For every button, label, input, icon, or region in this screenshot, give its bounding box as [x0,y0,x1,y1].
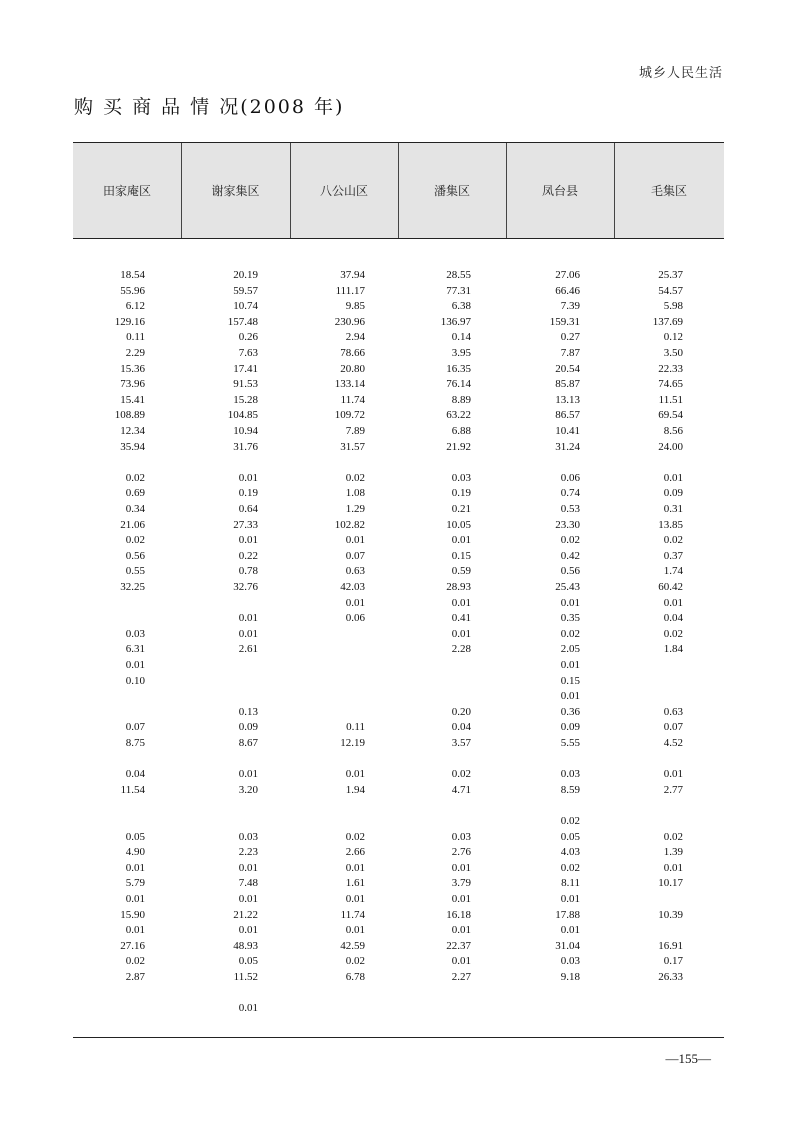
table-cell: 0.01 [451,534,471,547]
table-cell: 0.01 [345,861,365,874]
table-cell: 6.78 [345,971,365,983]
table-cell: 0.17 [663,955,683,968]
table-cell: 0.01 [345,893,365,905]
table-cell: 2.66 [345,846,365,859]
column-separator [398,143,399,238]
table-cell: 0.06 [560,471,580,484]
table-cell: 0.10 [125,674,145,687]
table-cell: 0.09 [238,721,258,734]
table-cell: 0.01 [238,768,258,781]
table-cell: 0.02 [560,534,580,547]
table-cell: 0.02 [125,534,145,547]
table-cell: 32.25 [120,581,145,593]
table-cell: 13.13 [555,393,580,406]
table-cell: 8.89 [451,393,471,406]
table-cell: 0.01 [125,861,145,874]
table-cell: 31.57 [340,440,365,453]
table-cell: 0.02 [451,768,471,781]
table-cell: 22.37 [446,939,471,952]
table-cell: 0.56 [560,565,580,578]
table-cell: 20.54 [555,362,580,375]
table-cell: 7.63 [238,347,258,359]
table-cell: 0.22 [238,549,258,562]
table-cell: 69.54 [658,409,683,422]
table-cell: 1.29 [345,503,365,515]
table-cell: 0.02 [345,955,365,968]
table-cell: 2.05 [560,643,580,656]
table-cell: 1.84 [663,643,683,656]
table-cell: 17.41 [233,362,258,375]
table-cell: 2.27 [451,971,471,983]
table-cell: 129.16 [114,315,145,328]
table-cell: 0.01 [345,534,365,547]
table-cell: 0.01 [663,596,683,609]
table-cell: 0.05 [238,955,258,968]
table-cell: 0.64 [238,503,258,515]
table-cell: 3.57 [451,737,471,749]
table-cell: 0.27 [560,331,580,344]
table-cell: 3.20 [238,783,258,796]
table-cell: 0.02 [663,627,683,640]
table-cell: 230.96 [334,315,365,328]
table-cell: 0.03 [451,471,471,484]
table-cell: 42.03 [340,581,365,593]
table-cell: 2.61 [238,643,258,656]
table-cell: 0.09 [560,721,580,734]
table-cell: 0.01 [451,893,471,905]
table-cell: 0.03 [125,627,145,640]
table-cell: 73.96 [120,378,145,391]
table-cell: 4.52 [663,737,683,749]
column-header: 田家庵区 [102,184,151,198]
table-cell: 59.57 [233,284,258,297]
table-cell: 21.92 [446,440,471,453]
table-cell: 0.01 [238,627,258,640]
table-cell: 7.39 [560,300,580,313]
table-cell: 0.35 [560,612,580,625]
table-cell: 5.98 [663,300,683,313]
table-cell: 0.02 [560,627,580,640]
table-cell: 0.03 [560,768,580,781]
table-cell: 11.74 [340,908,365,921]
table-cell: 137.69 [652,315,683,328]
table-cell: 85.87 [555,378,580,391]
table-cell: 21.22 [233,908,258,921]
table-cell: 0.03 [238,830,258,843]
table-cell: 0.78 [238,565,258,578]
table-cell: 0.19 [238,487,258,500]
table-cell: 20.19 [233,269,258,281]
table-cell: 31.04 [555,939,580,952]
table-cell: 77.31 [446,284,471,297]
table-cell: 31.24 [555,440,580,453]
table-cell: 8.56 [663,425,683,437]
table-cell: 2.29 [125,347,145,359]
table-cell: 15.36 [120,362,145,375]
table-cell: 66.46 [555,284,580,297]
table-cell: 0.34 [125,503,145,515]
table-cell: 20.80 [340,362,365,375]
table-cell: 136.97 [440,315,471,328]
table-cell: 1.74 [663,565,683,578]
table-cell: 0.01 [560,596,580,609]
table-cell: 5.79 [125,877,145,890]
column-header: 谢家集区 [211,184,260,198]
table-cell: 37.94 [340,269,365,281]
table-cell: 15.41 [120,393,145,406]
column-separator [290,143,291,238]
table-cell: 0.01 [345,596,365,609]
table-cell: 63.22 [446,409,471,422]
table-cell: 10.05 [446,518,471,531]
column-header: 凤台县 [541,184,578,198]
table-cell: 109.72 [334,409,365,422]
table-cell: 0.07 [345,549,365,562]
table-cell: 0.41 [451,612,471,625]
table-cell: 13.85 [658,518,683,531]
table-cell: 0.02 [560,815,580,827]
table-cell: 1.39 [663,846,683,859]
table-cell: 0.01 [560,690,580,703]
column-separator [506,143,507,238]
table-cell: 2.28 [451,643,471,656]
table-cell: 0.05 [125,830,145,843]
table-cell: 24.00 [658,440,683,453]
table-cell: 11.52 [233,971,258,983]
table-cell: 7.89 [345,425,365,437]
table-cell: 3.79 [451,877,471,890]
table-cell: 0.01 [663,768,683,781]
table-cell: 0.11 [346,721,365,734]
table-cell: 0.42 [560,549,580,562]
table-cell: 0.01 [238,534,258,547]
table-cell: 0.56 [125,549,145,562]
table-cell: 42.59 [340,939,365,952]
table-cell: 0.07 [663,721,683,734]
table-cell: 0.59 [451,565,471,578]
table-cell: 15.90 [120,908,145,921]
table-cell: 3.50 [663,347,683,359]
table-cell: 0.01 [560,893,580,905]
table-cell: 0.13 [238,705,258,718]
table-cell: 0.31 [663,503,683,515]
table-cell: 22.33 [658,362,683,375]
table-cell: 133.14 [334,378,365,391]
table-cell: 0.15 [451,549,471,562]
table-cell: 0.12 [663,331,683,344]
table-cell: 12.34 [120,425,145,437]
table-cell: 1.61 [345,877,365,890]
table-cell: 0.01 [560,659,580,671]
table-cell: 157.48 [227,315,258,328]
table-cell: 1.08 [345,487,365,500]
table-cell: 0.21 [451,503,471,515]
table-cell: 0.01 [345,924,365,937]
table-cell: 0.19 [451,487,471,500]
table-cell: 0.37 [663,549,683,562]
table-cell: 0.02 [125,955,145,968]
table-cell: 0.01 [451,955,471,968]
table-cell: 0.01 [238,471,258,484]
table-cell: 0.06 [345,612,365,625]
table-cell: 104.85 [227,409,258,422]
page-number: —155— [665,1051,711,1066]
table-cell: 0.01 [125,659,145,671]
table-cell: 10.94 [233,425,258,437]
table-cell: 10.17 [658,877,683,890]
table-cell: 8.59 [560,783,580,796]
table-cell: 2.76 [451,846,471,859]
table-cell: 21.06 [120,518,145,531]
table-cell: 0.01 [451,627,471,640]
table-header [73,142,724,239]
table-cell: 11.54 [120,783,145,796]
table-cell: 0.02 [663,830,683,843]
table-cell: 0.02 [560,861,580,874]
table-cell: 6.88 [451,425,471,437]
table-cell: 15.28 [233,393,258,406]
table-cell: 0.20 [451,705,471,718]
table-cell: 0.01 [125,924,145,937]
table-cell: 7.87 [560,347,580,359]
page-title: 购 买 商 品 情 况(2008 年) [74,96,345,118]
table-cell: 4.90 [125,846,145,859]
table-cell: 55.96 [120,284,145,297]
column-header: 八公山区 [319,184,368,198]
table-cell: 18.54 [120,269,145,281]
table-cell: 0.36 [560,705,580,718]
table-cell: 0.02 [125,471,145,484]
table-cell: 26.33 [658,971,683,983]
table-cell: 9.85 [345,300,365,313]
table-cell: 0.05 [560,830,580,843]
table-cell: 0.01 [238,893,258,905]
table-cell: 0.11 [126,331,145,344]
column-header: 毛集区 [650,184,687,198]
table-cell: 10.74 [233,300,258,313]
table-cell: 8.75 [125,737,145,749]
table-cell: 2.87 [125,971,145,983]
table-cell: 0.69 [125,487,145,500]
table-cell: 27.33 [233,518,258,531]
table-cell: 0.03 [451,830,471,843]
table-cell: 11.74 [340,393,365,406]
table-cell: 0.74 [560,487,580,500]
table-cell: 4.71 [451,783,471,796]
column-separator [181,143,182,238]
table-cell: 0.04 [451,721,471,734]
table-cell: 0.02 [345,830,365,843]
table-cell: 74.65 [658,378,683,391]
table-cell: 60.42 [658,581,683,593]
table-cell: 86.57 [555,409,580,422]
table-cell: 16.18 [446,908,471,921]
table-cell: 8.11 [561,877,580,890]
table-cell: 6.31 [125,643,145,656]
table-cell: 78.66 [340,347,365,359]
table-cell: 0.02 [345,471,365,484]
table-cell: 0.01 [345,768,365,781]
table-cell: 0.03 [560,955,580,968]
table-cell: 0.09 [663,487,683,500]
column-separator [614,143,615,238]
table-cell: 6.12 [125,300,145,313]
table-cell: 23.30 [555,518,580,531]
table-cell: 4.03 [560,846,580,859]
table-cell: 27.06 [555,269,580,281]
table-cell: 0.01 [238,1002,258,1015]
table-cell: 27.16 [120,939,145,952]
table-cell: 0.55 [125,565,145,578]
table-cell: 11.51 [658,393,683,406]
table-cell: 2.94 [345,331,365,344]
table-cell: 54.57 [658,284,683,297]
table-cell: 32.76 [233,581,258,593]
table-cell: 0.26 [238,331,258,344]
table-cell: 0.53 [560,503,580,515]
table-cell: 0.01 [238,861,258,874]
table-cell: 0.01 [663,471,683,484]
column-header: 潘集区 [433,184,470,198]
table-cell: 35.94 [120,440,145,453]
table-cell: 159.31 [549,315,580,328]
table-cell: 0.15 [560,674,580,687]
table-cell: 25.37 [658,269,683,281]
table-cell: 0.63 [345,565,365,578]
table-cell: 2.77 [663,783,683,796]
table-cell: 0.01 [663,861,683,874]
table-cell: 0.01 [560,924,580,937]
table-cell: 111.17 [335,284,365,297]
table-cell: 0.01 [238,612,258,625]
table-cell: 12.19 [340,737,365,749]
table-cell: 76.14 [446,378,471,391]
table-cell: 0.07 [125,721,145,734]
running-head: 城乡人民生活 [638,66,723,81]
table-cell: 48.93 [233,939,258,952]
table-cell: 10.39 [658,908,683,921]
table-cell: 10.41 [555,425,580,437]
table-cell: 31.76 [233,440,258,453]
table-cell: 0.01 [451,924,471,937]
table-cell: 8.67 [238,737,258,749]
table-cell: 91.53 [233,378,258,391]
table-cell: 9.18 [560,971,580,983]
table-cell: 3.95 [451,347,471,359]
table-cell: 28.93 [446,581,471,593]
table-cell: 0.14 [451,331,471,344]
table-cell: 0.63 [663,705,683,718]
table-cell: 0.02 [663,534,683,547]
table-cell: 1.94 [345,783,365,796]
table-cell: 2.23 [238,846,258,859]
table-cell: 0.01 [125,893,145,905]
table-cell: 0.01 [238,924,258,937]
table-cell: 16.91 [658,939,683,952]
table-cell: 102.82 [334,518,365,531]
table-cell: 6.38 [451,300,471,313]
table-cell: 0.04 [663,612,683,625]
table-cell: 16.35 [446,362,471,375]
table-cell: 0.01 [451,596,471,609]
table-cell: 108.89 [114,409,145,422]
table-cell: 28.55 [446,269,471,281]
table-cell: 0.04 [125,768,145,781]
table-cell: 25.43 [555,581,580,593]
table-cell: 5.55 [560,737,580,749]
bottom-rule [73,1037,724,1038]
table-cell: 0.01 [451,861,471,874]
table-cell: 17.88 [555,908,580,921]
table-cell: 7.48 [238,877,258,890]
